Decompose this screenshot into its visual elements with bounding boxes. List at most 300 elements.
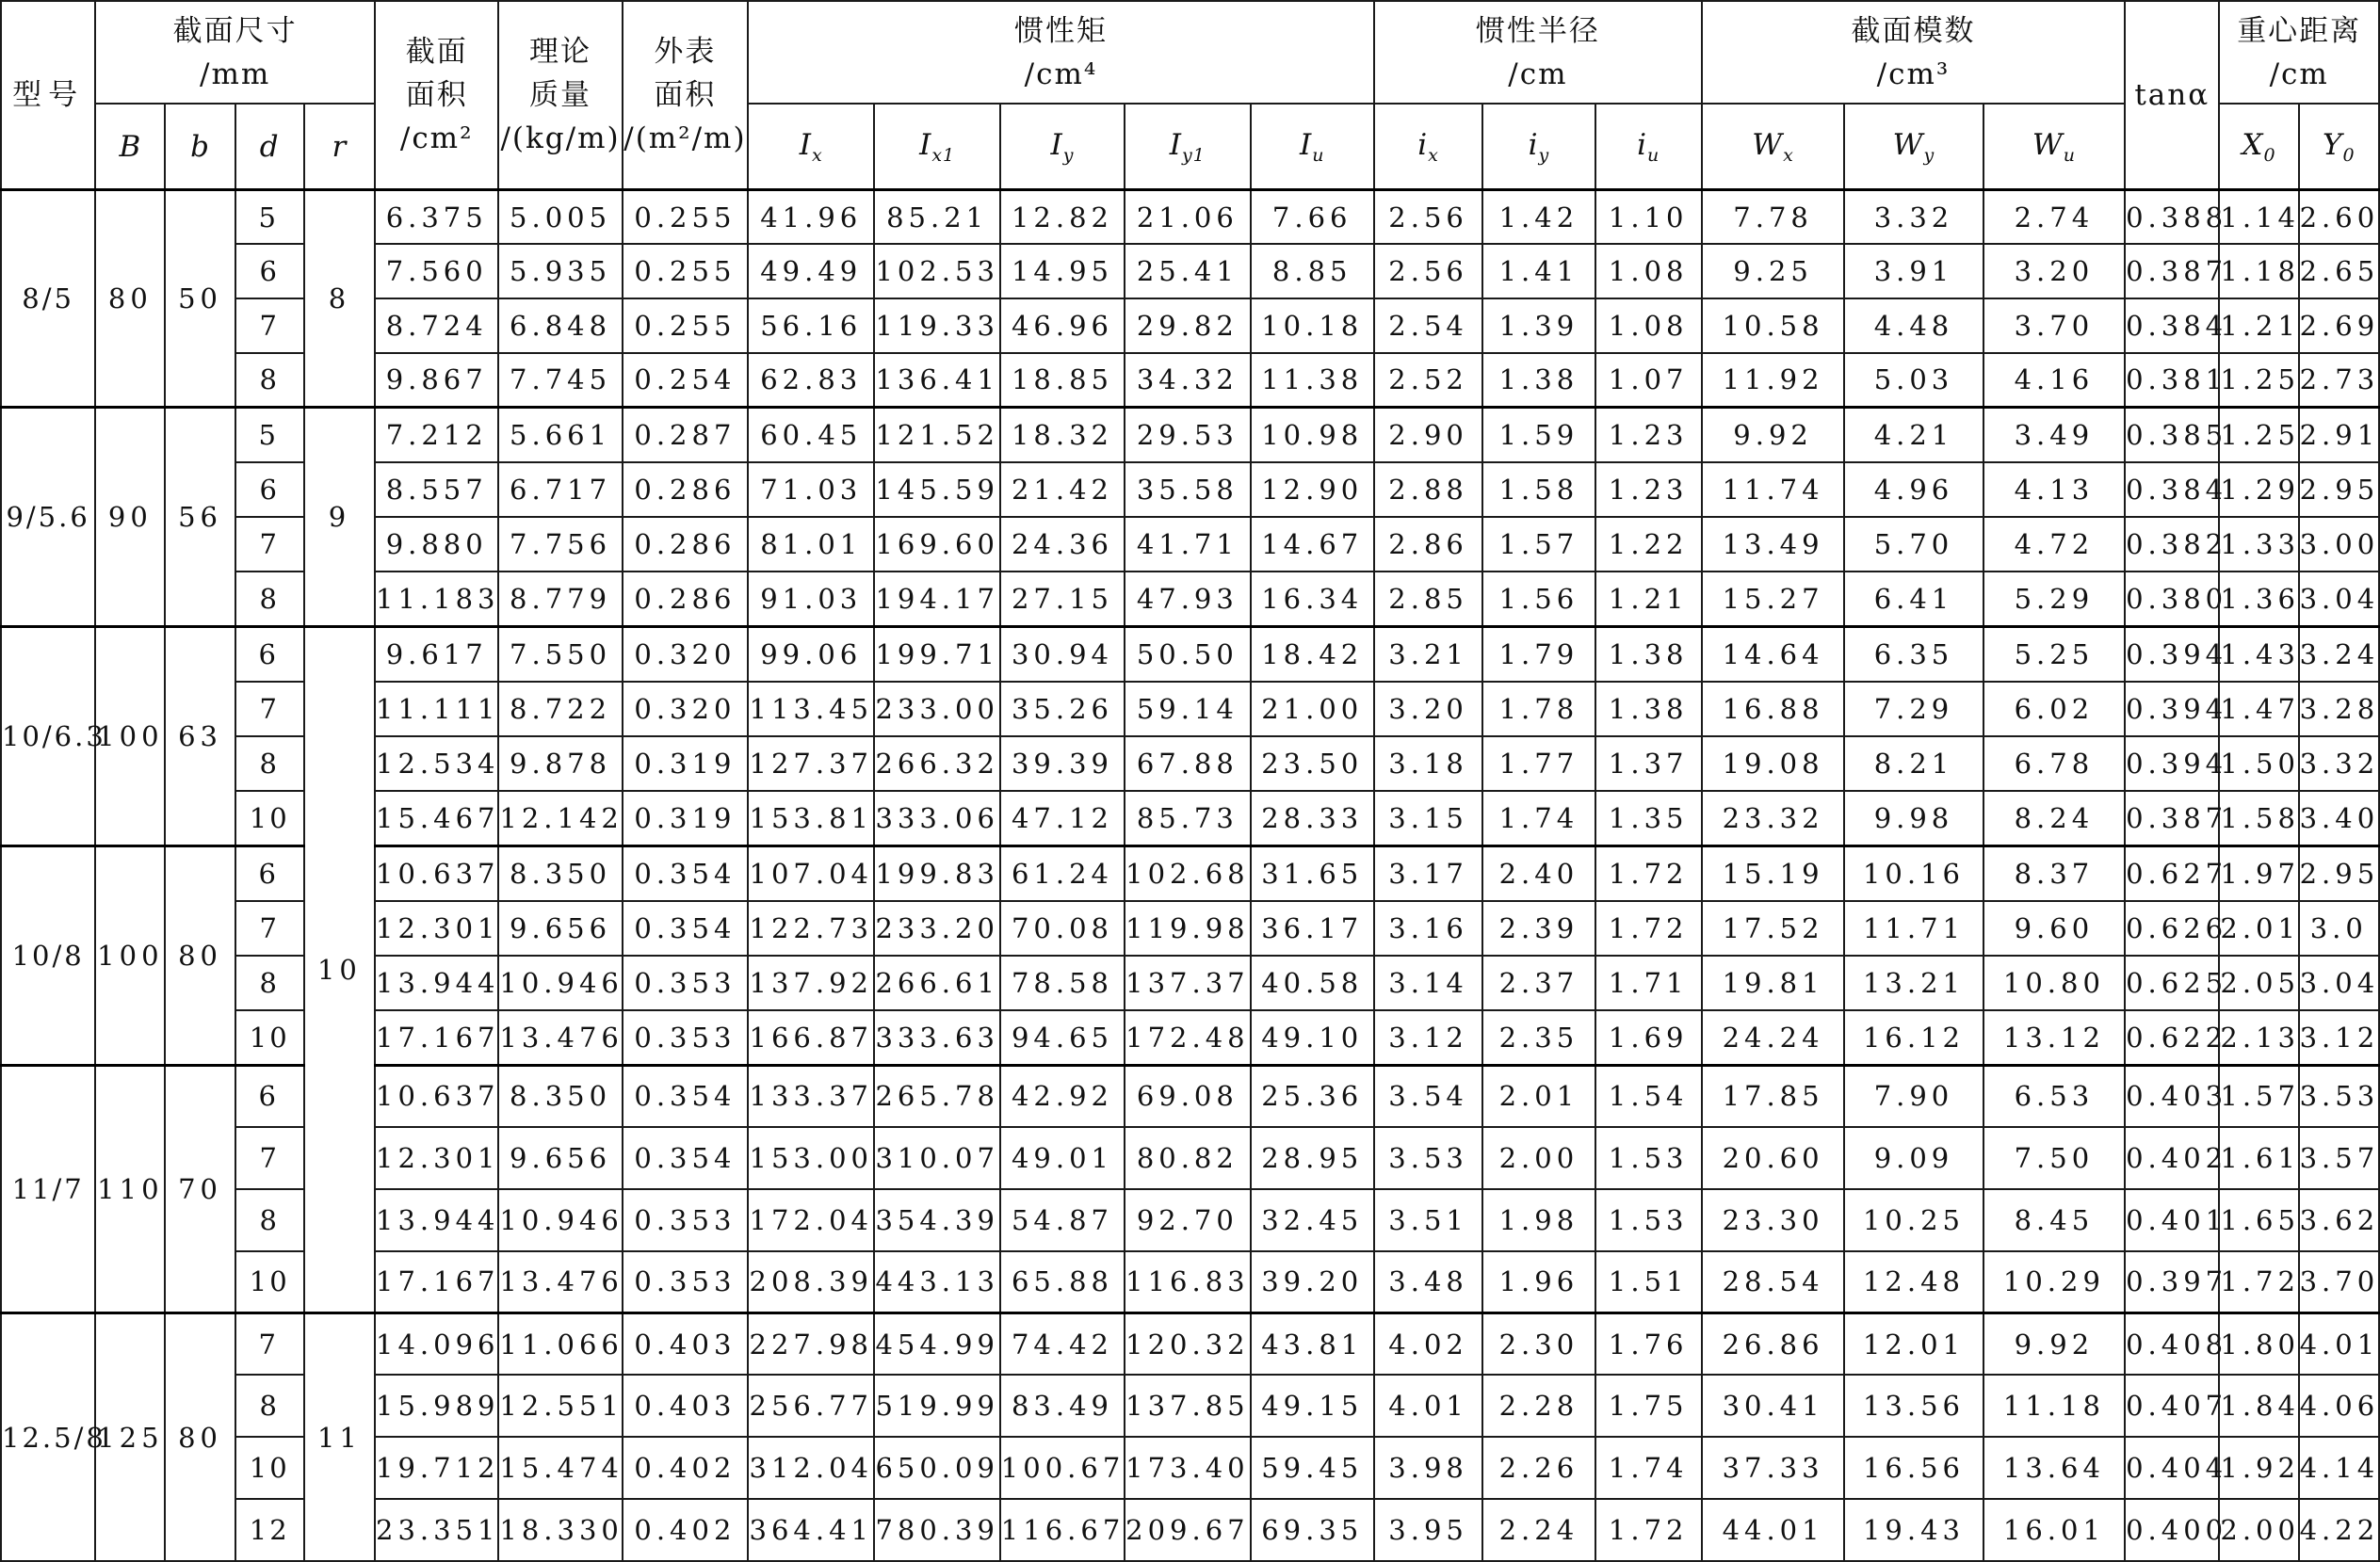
- cell-Iy: 54.87: [1000, 1189, 1125, 1251]
- cell-Wy: 10.16: [1844, 845, 1983, 900]
- cell-Ix: 227.98: [748, 1313, 874, 1376]
- cell-tan: 0.387: [2125, 791, 2219, 845]
- cell-Ix1: 650.09: [874, 1437, 999, 1499]
- cell-B: 100: [95, 626, 165, 845]
- cell-area: 10.637: [375, 845, 498, 900]
- cell-Y0: 4.22: [2299, 1499, 2379, 1561]
- cell-tan: 0.380: [2125, 572, 2219, 626]
- cell-Ix1: 354.39: [874, 1189, 999, 1251]
- cell-r: 9: [304, 407, 375, 626]
- cell-iy: 2.26: [1482, 1437, 1595, 1499]
- header-inertia-label: 惯性矩: [1014, 13, 1108, 48]
- cell-Wy: 3.32: [1844, 190, 1983, 245]
- cell-Wu: 11.18: [1983, 1375, 2125, 1437]
- cell-area: 11.111: [375, 682, 498, 736]
- cell-Iy1: 119.98: [1125, 901, 1250, 956]
- cell-Iu: 21.00: [1251, 682, 1374, 736]
- cell-ix: 3.16: [1374, 901, 1482, 956]
- cell-mass: 11.066: [498, 1313, 622, 1376]
- cell-Wy: 8.21: [1844, 736, 1983, 791]
- cell-d: 7: [235, 1127, 304, 1189]
- cell-mass: 8.779: [498, 572, 622, 626]
- cell-Iu: 25.36: [1251, 1065, 1374, 1127]
- cell-Wy: 4.21: [1844, 407, 1983, 461]
- header-model: 型号: [1, 1, 95, 190]
- cell-surface: 0.402: [623, 1437, 748, 1499]
- cell-Y0: 3.04: [2299, 572, 2379, 626]
- cell-ix: 3.20: [1374, 682, 1482, 736]
- cell-tan: 0.394: [2125, 682, 2219, 736]
- cell-Iy: 61.24: [1000, 845, 1125, 900]
- cell-Iy: 47.12: [1000, 791, 1125, 845]
- subheader-Wy: $W_y$: [1844, 104, 1983, 189]
- cell-Ix1: 333.06: [874, 791, 999, 845]
- cell-iu: 1.72: [1595, 845, 1702, 900]
- cell-X0: 1.92: [2219, 1437, 2298, 1499]
- cell-iu: 1.37: [1595, 736, 1702, 791]
- cell-Iu: 14.67: [1251, 517, 1374, 572]
- cell-Iy1: 69.08: [1125, 1065, 1250, 1127]
- header-centroid: [2219, 1, 2379, 104]
- cell-d: 7: [235, 1313, 304, 1376]
- subheader-ix: $i_x$: [1374, 104, 1482, 189]
- cell-X0: 1.18: [2219, 244, 2298, 298]
- cell-mass: 5.661: [498, 407, 622, 461]
- cell-b: 50: [165, 190, 235, 408]
- header-surface-line1: 外表: [654, 35, 717, 69]
- cell-Wy: 13.56: [1844, 1375, 1983, 1437]
- cell-area: 6.375: [375, 190, 498, 245]
- cell-Iy1: 21.06: [1125, 190, 1250, 245]
- cell-Ix: 41.96: [748, 190, 874, 245]
- cell-tan: 0.384: [2125, 298, 2219, 353]
- cell-X0: 1.47: [2219, 682, 2298, 736]
- cell-Wx: 19.81: [1702, 956, 1844, 1010]
- cell-Y0: 3.12: [2299, 1010, 2379, 1065]
- cell-Iy: 12.82: [1000, 190, 1125, 245]
- subheader-Ix-sub: x: [812, 144, 823, 166]
- cell-Iy1: 102.68: [1125, 845, 1250, 900]
- header-tan: tanα: [2125, 1, 2219, 190]
- cell-Wx: 23.30: [1702, 1189, 1844, 1251]
- cell-model: 8/5: [1, 190, 95, 408]
- cell-Wx: 26.86: [1702, 1313, 1844, 1376]
- subheader-Iu: $I_u$: [1251, 104, 1374, 189]
- cell-Ix: 60.45: [748, 407, 874, 461]
- cell-tan: 0.400: [2125, 1499, 2219, 1561]
- cell-Wy: 10.25: [1844, 1189, 1983, 1251]
- cell-surface: 0.403: [623, 1375, 748, 1437]
- cell-iu: 1.54: [1595, 1065, 1702, 1127]
- cell-Iy1: 50.50: [1125, 626, 1250, 681]
- cell-Wu: 2.74: [1983, 190, 2125, 245]
- cell-tan: 0.408: [2125, 1313, 2219, 1376]
- cell-Iy: 18.85: [1000, 353, 1125, 408]
- cell-Wu: 5.25: [1983, 626, 2125, 681]
- cell-iu: 1.21: [1595, 572, 1702, 626]
- cell-d: 5: [235, 190, 304, 245]
- cell-ix: 2.54: [1374, 298, 1482, 353]
- cell-Wu: 3.49: [1983, 407, 2125, 461]
- header-section-size-unit: /mm: [200, 56, 271, 91]
- cell-Iy: 100.67: [1000, 1437, 1125, 1499]
- cell-mass: 9.656: [498, 901, 622, 956]
- cell-mass: 6.848: [498, 298, 622, 353]
- cell-area: 23.351: [375, 1499, 498, 1561]
- cell-Iy: 74.42: [1000, 1313, 1125, 1376]
- cell-iy: 1.39: [1482, 298, 1595, 353]
- cell-surface: 0.353: [623, 1189, 748, 1251]
- cell-Wy: 7.90: [1844, 1065, 1983, 1127]
- cell-Wy: 16.12: [1844, 1010, 1983, 1065]
- cell-mass: 10.946: [498, 1189, 622, 1251]
- cell-Ix: 137.92: [748, 956, 874, 1010]
- cell-d: 6: [235, 462, 304, 517]
- cell-mass: 12.551: [498, 1375, 622, 1437]
- cell-iu: 1.69: [1595, 1010, 1702, 1065]
- subheader-X0-sub: 0: [2263, 144, 2276, 166]
- cell-iu: 1.72: [1595, 1499, 1702, 1561]
- cell-Ix1: 136.41: [874, 353, 999, 408]
- cell-Y0: 2.65: [2299, 244, 2379, 298]
- cell-iy: 1.77: [1482, 736, 1595, 791]
- subheader-Ix1-sub: x1: [931, 144, 956, 166]
- cell-Y0: 3.40: [2299, 791, 2379, 845]
- cell-Wx: 16.88: [1702, 682, 1844, 736]
- cell-Wu: 9.92: [1983, 1313, 2125, 1376]
- header-centroid-unit: /cm: [2269, 56, 2329, 91]
- cell-Y0: 3.57: [2299, 1127, 2379, 1189]
- cell-X0: 2.01: [2219, 901, 2298, 956]
- cell-ix: 2.52: [1374, 353, 1482, 408]
- cell-Iy1: 172.48: [1125, 1010, 1250, 1065]
- cell-Ix1: 310.07: [874, 1127, 999, 1189]
- cell-Y0: 2.91: [2299, 407, 2379, 461]
- cell-Iy1: 29.53: [1125, 407, 1250, 461]
- table-row: [1, 190, 2379, 245]
- cell-d: 7: [235, 901, 304, 956]
- cell-Ix: 62.83: [748, 353, 874, 408]
- cell-Iy: 24.36: [1000, 517, 1125, 572]
- cell-ix: 3.21: [1374, 626, 1482, 681]
- cell-ix: 3.53: [1374, 1127, 1482, 1189]
- cell-Wu: 8.24: [1983, 791, 2125, 845]
- cell-d: 6: [235, 845, 304, 900]
- cell-Iu: 31.65: [1251, 845, 1374, 900]
- cell-Wu: 3.70: [1983, 298, 2125, 353]
- cell-Ix: 153.81: [748, 791, 874, 845]
- cell-Iy: 18.32: [1000, 407, 1125, 461]
- cell-X0: 1.25: [2219, 353, 2298, 408]
- subheader-Y0-sub: 0: [2342, 144, 2356, 166]
- cell-tan: 0.394: [2125, 736, 2219, 791]
- header-modulus-unit: /cm³: [1876, 56, 1951, 91]
- cell-b: 63: [165, 626, 235, 845]
- cell-Wx: 10.58: [1702, 298, 1844, 353]
- cell-ix: 3.14: [1374, 956, 1482, 1010]
- cell-iu: 1.76: [1595, 1313, 1702, 1376]
- cell-area: 19.712: [375, 1437, 498, 1499]
- cell-Ix1: 519.99: [874, 1375, 999, 1437]
- cell-Ix1: 102.53: [874, 244, 999, 298]
- cell-Wy: 13.21: [1844, 956, 1983, 1010]
- cell-ix: 3.51: [1374, 1189, 1482, 1251]
- cell-Iu: 36.17: [1251, 901, 1374, 956]
- cell-Iu: 32.45: [1251, 1189, 1374, 1251]
- cell-Ix: 364.41: [748, 1499, 874, 1561]
- cell-d: 10: [235, 791, 304, 845]
- cell-ix: 2.56: [1374, 190, 1482, 245]
- cell-iu: 1.38: [1595, 682, 1702, 736]
- cell-iy: 2.35: [1482, 1010, 1595, 1065]
- cell-Ix1: 199.83: [874, 845, 999, 900]
- cell-area: 14.096: [375, 1313, 498, 1376]
- cell-area: 9.617: [375, 626, 498, 681]
- cell-Ix: 166.87: [748, 1010, 874, 1065]
- subheader-iu-sub: u: [1647, 144, 1660, 166]
- cell-d: 8: [235, 1189, 304, 1251]
- cell-Iy1: 120.32: [1125, 1313, 1250, 1376]
- cell-Ix1: 233.00: [874, 682, 999, 736]
- cell-d: 8: [235, 736, 304, 791]
- cell-Iy: 27.15: [1000, 572, 1125, 626]
- cell-Ix: 49.49: [748, 244, 874, 298]
- cell-Iu: 28.95: [1251, 1127, 1374, 1189]
- cell-surface: 0.403: [623, 1313, 748, 1376]
- cell-tan: 0.388: [2125, 190, 2219, 245]
- cell-Iy: 94.65: [1000, 1010, 1125, 1065]
- cell-area: 12.534: [375, 736, 498, 791]
- cell-mass: 9.656: [498, 1127, 622, 1189]
- cell-iu: 1.72: [1595, 901, 1702, 956]
- subheader-Iy1: $I_{y1}$: [1125, 104, 1250, 189]
- header-surface-line2: 面积: [654, 78, 717, 112]
- header-mass-line1: 理论: [529, 35, 592, 69]
- cell-b: 80: [165, 1313, 235, 1561]
- cell-r: 10: [304, 626, 375, 1312]
- cell-Iy1: 35.58: [1125, 462, 1250, 517]
- cell-Ix: 133.37: [748, 1065, 874, 1127]
- cell-iy: 2.28: [1482, 1375, 1595, 1437]
- cell-iy: 1.41: [1482, 244, 1595, 298]
- cell-surface: 0.353: [623, 956, 748, 1010]
- subheader-Iy-sub: y: [1062, 144, 1075, 166]
- cell-area: 17.167: [375, 1010, 498, 1065]
- header-radius-unit: /cm: [1508, 56, 1568, 91]
- header-area: [375, 1, 498, 190]
- cell-Ix1: 333.63: [874, 1010, 999, 1065]
- cell-Y0: 3.04: [2299, 956, 2379, 1010]
- cell-surface: 0.353: [623, 1251, 748, 1313]
- cell-iy: 2.01: [1482, 1065, 1595, 1127]
- cell-X0: 1.58: [2219, 791, 2298, 845]
- cell-iy: 1.56: [1482, 572, 1595, 626]
- cell-ix: 3.17: [1374, 845, 1482, 900]
- cell-iy: 2.37: [1482, 956, 1595, 1010]
- cell-Ix: 122.73: [748, 901, 874, 956]
- cell-area: 12.301: [375, 1127, 498, 1189]
- cell-area: 7.212: [375, 407, 498, 461]
- cell-Wx: 19.08: [1702, 736, 1844, 791]
- cell-Y0: 3.62: [2299, 1189, 2379, 1251]
- cell-Y0: 2.73: [2299, 353, 2379, 408]
- cell-ix: 3.18: [1374, 736, 1482, 791]
- header-area-line2: 面积: [405, 78, 468, 112]
- cell-ix: 3.95: [1374, 1499, 1482, 1561]
- cell-r: 8: [304, 190, 375, 408]
- subheader-iy: $i_y$: [1482, 104, 1595, 189]
- cell-ix: 2.56: [1374, 244, 1482, 298]
- cell-mass: 8.722: [498, 682, 622, 736]
- cell-Iu: 69.35: [1251, 1499, 1374, 1561]
- cell-Ix: 81.01: [748, 517, 874, 572]
- cell-d: 10: [235, 1010, 304, 1065]
- header-centroid-label: 重心距离: [2237, 13, 2362, 48]
- cell-d: 10: [235, 1437, 304, 1499]
- cell-mass: 8.350: [498, 1065, 622, 1127]
- cell-tan: 0.385: [2125, 407, 2219, 461]
- cell-Wu: 3.20: [1983, 244, 2125, 298]
- cell-Iy: 116.67: [1000, 1499, 1125, 1561]
- cell-B: 110: [95, 1065, 165, 1312]
- cell-mass: 18.330: [498, 1499, 622, 1561]
- cell-Iu: 49.15: [1251, 1375, 1374, 1437]
- cell-Wx: 24.24: [1702, 1010, 1844, 1065]
- cell-X0: 2.13: [2219, 1010, 2298, 1065]
- cell-X0: 1.21: [2219, 298, 2298, 353]
- subheader-iu: $i_u$: [1595, 104, 1702, 189]
- cell-Wu: 7.50: [1983, 1127, 2125, 1189]
- cell-iu: 1.71: [1595, 956, 1702, 1010]
- cell-Wu: 10.29: [1983, 1251, 2125, 1313]
- cell-mass: 12.142: [498, 791, 622, 845]
- cell-Y0: 3.00: [2299, 517, 2379, 572]
- cell-surface: 0.287: [623, 407, 748, 461]
- cell-Iy: 39.39: [1000, 736, 1125, 791]
- cell-area: 10.637: [375, 1065, 498, 1127]
- cell-iy: 1.38: [1482, 353, 1595, 408]
- cell-tan: 0.407: [2125, 1375, 2219, 1437]
- cell-iu: 1.75: [1595, 1375, 1702, 1437]
- cell-X0: 1.84: [2219, 1375, 2298, 1437]
- cell-Ix1: 265.78: [874, 1065, 999, 1127]
- cell-area: 9.867: [375, 353, 498, 408]
- cell-Iy: 49.01: [1000, 1127, 1125, 1189]
- cell-Iu: 40.58: [1251, 956, 1374, 1010]
- cell-Wu: 16.01: [1983, 1499, 2125, 1561]
- cell-area: 15.989: [375, 1375, 498, 1437]
- cell-r: 11: [304, 1313, 375, 1561]
- cell-d: 7: [235, 298, 304, 353]
- cell-X0: 1.50: [2219, 736, 2298, 791]
- cell-Iy1: 92.70: [1125, 1189, 1250, 1251]
- cell-Ix: 153.00: [748, 1127, 874, 1189]
- cell-Y0: 3.70: [2299, 1251, 2379, 1313]
- cell-X0: 1.43: [2219, 626, 2298, 681]
- cell-ix: 2.85: [1374, 572, 1482, 626]
- cell-Wu: 8.45: [1983, 1189, 2125, 1251]
- cell-Wy: 6.35: [1844, 626, 1983, 681]
- cell-d: 6: [235, 244, 304, 298]
- subheader-Ix1: $I_{x1}$: [874, 104, 999, 189]
- cell-Iu: 59.45: [1251, 1437, 1374, 1499]
- cell-model: 12.5/8: [1, 1313, 95, 1561]
- cell-Iu: 12.90: [1251, 462, 1374, 517]
- cell-surface: 0.319: [623, 791, 748, 845]
- cell-Wu: 4.13: [1983, 462, 2125, 517]
- cell-area: 7.560: [375, 244, 498, 298]
- cell-d: 10: [235, 1251, 304, 1313]
- cell-Iu: 11.38: [1251, 353, 1374, 408]
- cell-Wx: 15.27: [1702, 572, 1844, 626]
- cell-X0: 1.57: [2219, 1065, 2298, 1127]
- cell-Iu: 49.10: [1251, 1010, 1374, 1065]
- cell-Wy: 4.96: [1844, 462, 1983, 517]
- cell-d: 8: [235, 572, 304, 626]
- cell-Iu: 39.20: [1251, 1251, 1374, 1313]
- cell-iy: 1.96: [1482, 1251, 1595, 1313]
- cell-X0: 2.00: [2219, 1499, 2298, 1561]
- cell-Y0: 3.53: [2299, 1065, 2379, 1127]
- cell-Iy: 78.58: [1000, 956, 1125, 1010]
- cell-Iy1: 137.85: [1125, 1375, 1250, 1437]
- cell-Wy: 16.56: [1844, 1437, 1983, 1499]
- header-inertia-unit: /cm⁴: [1024, 56, 1098, 91]
- cell-tan: 0.387: [2125, 244, 2219, 298]
- cell-iu: 1.23: [1595, 462, 1702, 517]
- cell-iu: 1.74: [1595, 1437, 1702, 1499]
- subheader-Y0: $Y_0$: [2299, 104, 2379, 189]
- cell-Iu: 16.34: [1251, 572, 1374, 626]
- cell-Wx: 28.54: [1702, 1251, 1844, 1313]
- cell-Iy: 70.08: [1000, 901, 1125, 956]
- cell-Wx: 30.41: [1702, 1375, 1844, 1437]
- cell-Wy: 19.43: [1844, 1499, 1983, 1561]
- cell-Ix1: 121.52: [874, 407, 999, 461]
- cell-Iy1: 116.83: [1125, 1251, 1250, 1313]
- cell-Wy: 5.03: [1844, 353, 1983, 408]
- cell-surface: 0.286: [623, 462, 748, 517]
- cell-Ix1: 266.32: [874, 736, 999, 791]
- cell-Iu: 23.50: [1251, 736, 1374, 791]
- cell-Wu: 6.53: [1983, 1065, 2125, 1127]
- subheader-r: r: [304, 104, 375, 189]
- header-mass: [498, 1, 622, 190]
- header-section-size-label: 截面尺寸: [172, 13, 298, 48]
- header-section-size: [95, 1, 375, 104]
- cell-surface: 0.286: [623, 517, 748, 572]
- cell-Ix: 256.77: [748, 1375, 874, 1437]
- cell-iy: 2.30: [1482, 1313, 1595, 1376]
- cell-Y0: 3.0: [2299, 901, 2379, 956]
- cell-iy: 1.58: [1482, 462, 1595, 517]
- cell-Iy: 65.88: [1000, 1251, 1125, 1313]
- cell-Wx: 17.85: [1702, 1065, 1844, 1127]
- cell-Iy1: 173.40: [1125, 1437, 1250, 1499]
- cell-surface: 0.255: [623, 244, 748, 298]
- cell-b: 80: [165, 845, 235, 1065]
- cell-Ix1: 266.61: [874, 956, 999, 1010]
- cell-area: 15.467: [375, 791, 498, 845]
- cell-Y0: 3.24: [2299, 626, 2379, 681]
- cell-ix: 3.15: [1374, 791, 1482, 845]
- table-row: [1, 1313, 2379, 1376]
- cell-Iy1: 209.67: [1125, 1499, 1250, 1561]
- cell-Wx: 9.92: [1702, 407, 1844, 461]
- cell-Iu: 43.81: [1251, 1313, 1374, 1376]
- cell-d: 8: [235, 353, 304, 408]
- cell-Iy: 42.92: [1000, 1065, 1125, 1127]
